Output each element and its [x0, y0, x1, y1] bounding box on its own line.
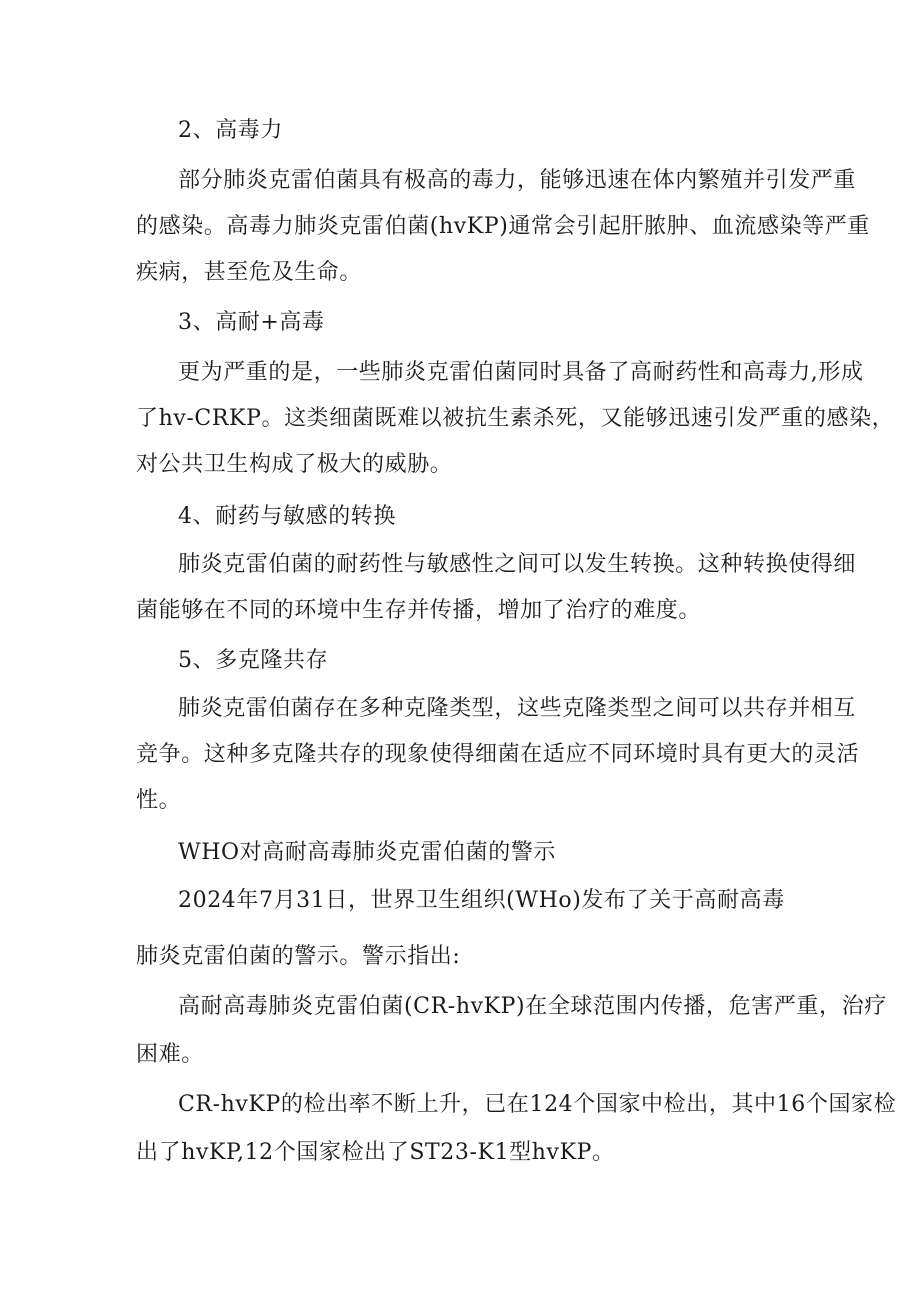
paragraph-line: 对公共卫生构成了极大的威胁。 [136, 452, 453, 477]
section-heading-polyclonal: 5、多克隆共存 [178, 648, 329, 673]
who-point-line: 出了hvKP,12个国家检出了ST23-K1型hvKP。 [136, 1140, 615, 1165]
section-heading-conversion: 4、耐药与敏感的转换 [178, 504, 396, 529]
paragraph-line: 了hv-CRKP。这类细菌既难以被抗生素杀死，又能够迅速引发严重的感染， [136, 406, 895, 431]
who-point-line: 高耐高毒肺炎克雷伯菌(CR-hvKP)在全球范围内传播，危害严重，治疗 [178, 994, 887, 1019]
paragraph-line: 疾病，甚至危及生命。 [136, 260, 363, 285]
who-intro-line: 2024年7月31日，世界卫生组织(WHo)发布了关于高耐高毒 [178, 888, 785, 913]
section-heading-resistance-virulence: 3、高耐+高毒 [178, 310, 325, 335]
paragraph-line: 部分肺炎克雷伯菌具有极高的毒力，能够迅速在体内繁殖并引发严重 [178, 168, 857, 193]
who-point-line: 困难。 [136, 1042, 204, 1067]
paragraph-line: 竞争。这种多克隆共存的现象使得细菌在适应不同环境时具有更大的灵活 [136, 742, 860, 767]
who-intro-line: 肺炎克雷伯菌的警示。警示指出: [136, 944, 461, 969]
section-heading-high-virulence: 2、高毒力 [178, 118, 283, 143]
paragraph-line: 菌能够在不同的环境中生存并传播，增加了治疗的难度。 [136, 598, 702, 623]
paragraph-line: 肺炎克雷伯菌的耐药性与敏感性之间可以发生转换。这种转换使得细 [178, 552, 857, 577]
paragraph-line: 性。 [136, 788, 182, 813]
paragraph-line: 肺炎克雷伯菌存在多种克隆类型，这些克隆类型之间可以共存并相互 [178, 696, 857, 721]
who-point-line: CR-hvKP的检出率不断上升，已在124个国家中检出，其中16个国家检 [178, 1092, 897, 1117]
paragraph-line: 更为严重的是，一些肺炎克雷伯菌同时具备了高耐药性和高毒力,形成 [178, 360, 864, 385]
who-warning-title: WHO对高耐高毒肺炎克雷伯菌的警示 [178, 840, 557, 865]
paragraph-line: 的感染。高毒力肺炎克雷伯菌(hvKP)通常会引起肝脓肿、血流感染等严重 [136, 214, 871, 239]
